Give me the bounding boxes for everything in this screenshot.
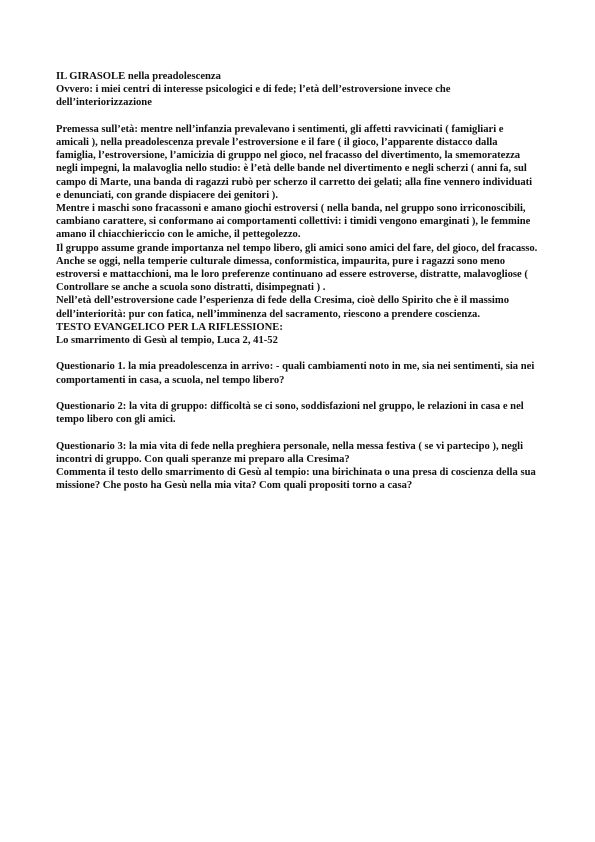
questionnaire-2: Questionario 2: la vita di gruppo: difficoltà se ci sono, soddisfazioni nel gruppo, le relazioni in casa e nel tempo libero con gli amici. (56, 401, 524, 426)
paragraph-gap (56, 387, 538, 400)
paragraph-gruppo: Il gruppo assume grande importanza nel tempo libero, gli amici sono amici del fare, del gioco, del fracasso. Anche se oggi, nella temperie culturale dimessa, conformistica, impaurita, pure i ragazzi sono meno estroversi e mattacchioni, ma le loro preferenze continuano ad essere estroverse, distratte, malavogliose ( Controllare se anche a scuola sono distratti, disimpegnati ) . (56, 242, 538, 294)
paragraph-gap (56, 347, 538, 360)
gospel-reference: Lo smarrimento di Gesù al tempio, Luca 2, 41-52 (56, 335, 278, 347)
document-page (56, 70, 538, 492)
paragraph-gap (56, 110, 538, 123)
questionnaire-1: Questionario 1. la mia preadolescenza in arrivo: - quali cambiamenti noto in me, sia nei sentimenti, sia nei comportamenti in casa, a scuola, nel tempo libero? (56, 361, 535, 386)
paragraph-premessa: Premessa sull’età: mentre nell’infanzia prevalevano i sentimenti, gli affetti ravvicinati ( famigliari e amicali ), nella preadolescenza prevale l’estroversione e il fare ( il gioco, l’apparente distacco dalla famiglia, l’estroversione, l’amicizia di gruppo nel gioco, nel fracasso del divertimento, la smemoratezza negli impegni, la malavoglia nello studio: è l’età delle bande nel divertimento e negli scherzi ( anni fa, sul campo di Marte, una banda di ragazzi rubò per scherzo il carretto dei gelati; alla fine vennero individuati e denunciati, con grande dispiacere dei genitori ). (56, 123, 533, 201)
paragraph-gap (56, 426, 538, 439)
gospel-heading: TESTO EVANGELICO PER LA RIFLESSIONE: (56, 321, 283, 333)
paragraph-maschi-femmine: Mentre i maschi sono fracassoni e amano giochi estroversi ( nella banda, nel gruppo sono irriconoscibili, cambiano carattere, si conformano ai comportamenti collettivi: i timidi vengono emarginati ), le femmine amano il chiacchiericcio con le amiche, il pettegolezzo. (56, 203, 531, 241)
paragraph-cresima: Nell’età dell’estroversione cade l’esperienza di fede della Cresima, cioè dello Spirito che è il massimo dell’interiorità: pur con fatica, nell’imminenza del sacramento, riescono a prendere coscienza. (56, 295, 509, 320)
final-prompt: Commenta il testo dello smarrimento di Gesù al tempio: una birichinata o una presa di coscienza della sua missione? Che posto ha Gesù nella mia vita? Com quali propositi torno a casa? (56, 467, 536, 492)
questionnaire-3: Questionario 3: la mia vita di fede nella preghiera personale, nella messa festiva ( se vi partecipo ), negli incontri di gruppo. Con quali speranze mi preparo alla Cresima? (56, 440, 524, 465)
document-subtitle: Ovvero: i miei centri di interesse psicologici e di fede; l’età dell’estroversione invece che dell’interiorizzazione (56, 84, 451, 109)
document-title: IL GIRASOLE nella preadolescenza (56, 71, 221, 82)
